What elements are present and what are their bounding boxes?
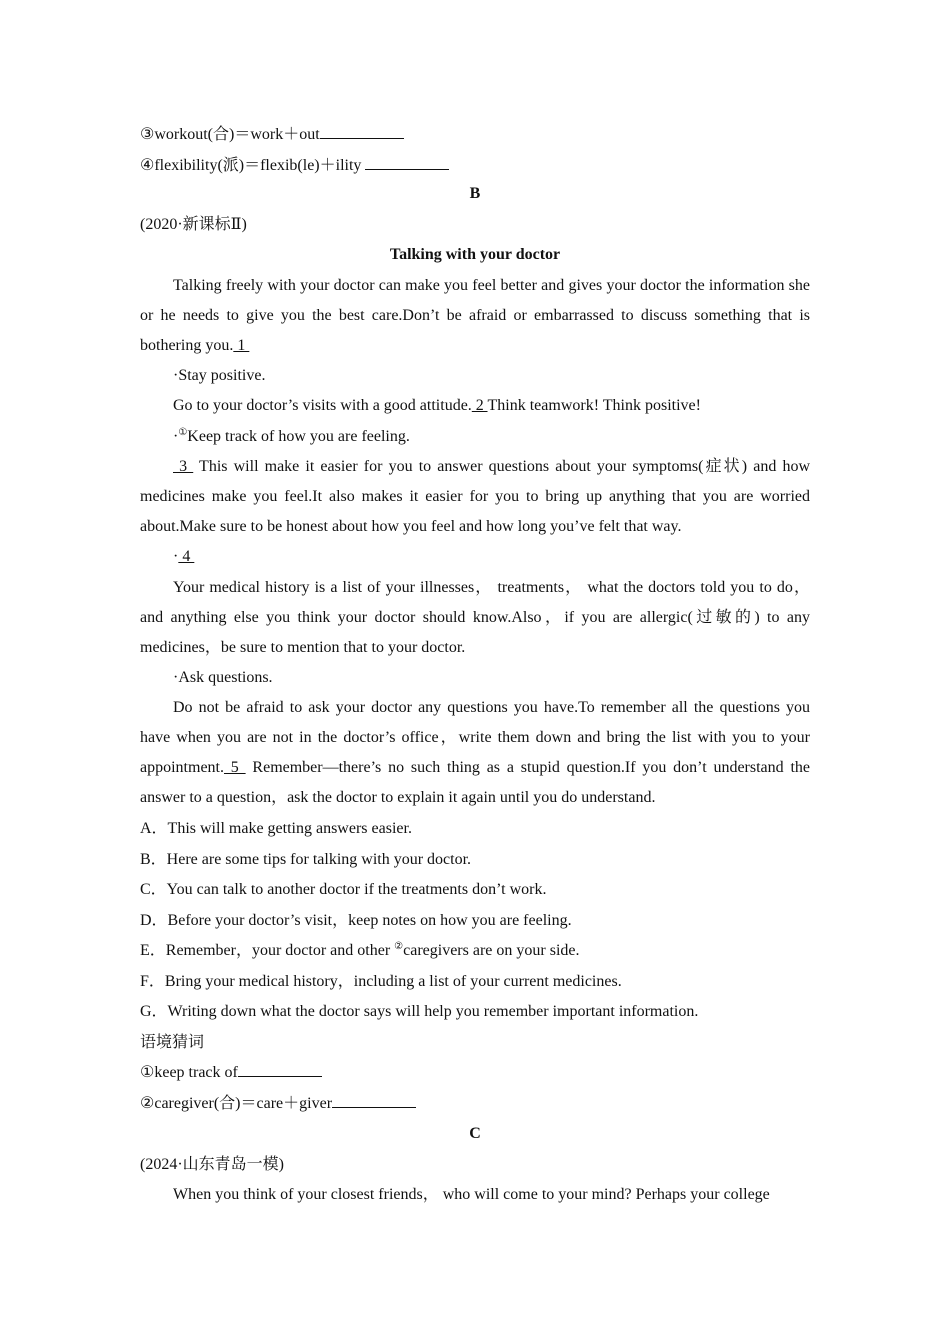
option-c: C．You can talk to another doctor if the treatments don’t work. [140,881,547,898]
footnote-marker: ① [178,426,188,438]
answer-blank[interactable] [320,124,404,139]
vocab-heading: 语境猜词 [140,1033,205,1051]
paragraph-tip1: Go to your doctor’s visits with a good attitude. 2 Think teamwork! Think positive! [173,397,701,414]
paragraph-c-first: When you think of your closest friends， who will come to your mind? Perhaps your college [173,1186,770,1203]
answer-blank[interactable] [238,1062,322,1077]
section-letter: C [469,1125,481,1142]
option-a: A．This will make getting answers easier. [140,820,412,837]
option-g: G．Writing down what the doctor says will help you remember important information. [140,1003,699,1020]
answer-blank[interactable] [332,1093,416,1108]
paragraph-tip2: 3 This will make it easier for you to answer questions about your symptoms(症状) and how medicines make you feel.It also makes it easier for you to bring up anything that you are worried about.Make sure to be honest about how you feel and how long you’ve felt that way. [140,458,811,535]
option-e: E．Remember，your doctor and other ②caregivers are on your side. [140,941,580,959]
option-f: F．Bring your medical history，including a list of your current medicines. [140,972,622,990]
tip-heading: ·Ask questions. [173,668,273,686]
option-d: D．Before your doctor’s visit，keep notes on how you are feeling. [140,911,572,929]
blank-4[interactable]: 4 [178,548,195,565]
vocab-item: ②caregiver(合)＝care＋giver [140,1089,810,1120]
document-content [140,120,810,1211]
section-source: (2024·山东青岛一模) [140,1155,284,1173]
passage-title: Talking with your doctor [389,246,561,263]
tip-heading: ·①Keep track of how you are feeling. [173,426,410,445]
blank-3[interactable]: 3 [173,458,194,475]
tip-heading: · 4 [173,548,195,565]
tip-heading: ·Stay positive. [173,366,266,384]
section-source: (2020·新课标Ⅱ) [140,215,247,233]
vocab-item: ④flexibility(派)＝flexib(le)＋ility [140,151,810,182]
paragraph-tip4: Do not be afraid to ask your doctor any questions you have.To remember all the questions you have when you are not in the doctor’s office，write them down and bring the list with you to your appointment. 5 Remember—there’s no such thing as a stupid question.If you don’t understand the answer to a question，ask the doctor to explain it again until you do understand. [140,699,811,806]
answer-blank[interactable] [365,155,449,170]
blank-2[interactable]: 2 [471,397,488,414]
paragraph-intro: Talking freely with your doctor can make you feel better and gives your doctor the information she or he needs to give you the best care.Don’t be afraid or embarrassed to discuss something that is bothering you. 1 [140,276,810,354]
section-letter: B [469,185,481,202]
blank-1[interactable]: 1 [233,336,250,354]
paragraph-tip3: Your medical history is a list of your illnesses， treatments， what the doctors told you to do，and anything else you think your doctor should know.Also，if you are allergic(过敏的) to any medicines，be sure to mention that to your doctor. [140,578,810,656]
footnote-marker: ② [394,941,404,952]
vocab-item: ③workout(合)＝work＋out [140,120,810,151]
vocab-item: ①keep track of [140,1058,810,1089]
option-b: B．Here are some tips for talking with your doctor. [140,850,472,868]
blank-5[interactable]: 5 [223,759,246,776]
